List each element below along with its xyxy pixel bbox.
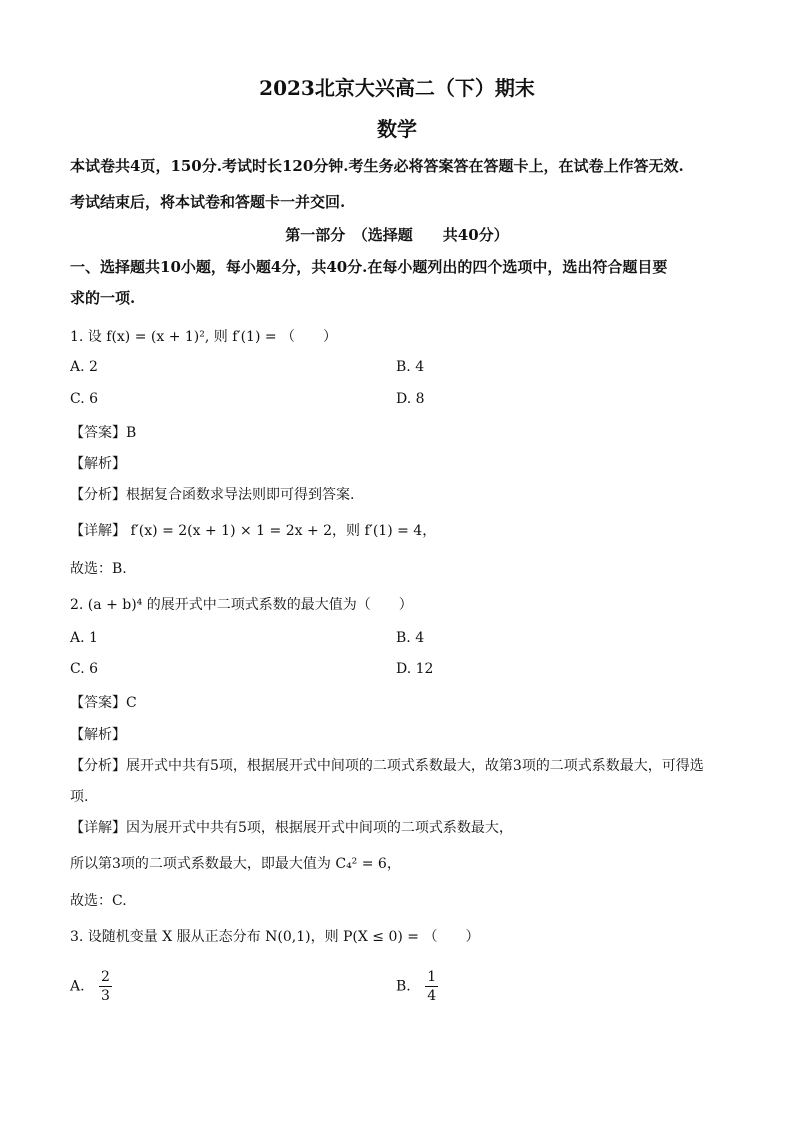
fraction-numerator: 1 [427, 969, 437, 985]
question-1-answer: 【答案】B [70, 425, 137, 441]
question-3-option-b-label: B. [396, 978, 411, 995]
question-2-choice: 故选：C. [70, 893, 127, 909]
question-3-option-a-label: A. [70, 978, 85, 995]
question-1-analysis-tag: 【解析】 [70, 456, 126, 472]
fraction-denominator: 3 [101, 988, 110, 1004]
question-3-option-a [70, 968, 112, 1005]
exam-title: 2023北京大兴高二（下）期末 [259, 76, 535, 100]
question-3-option-b-fraction [425, 968, 438, 1005]
question-2-answer: 【答案】C [70, 695, 137, 711]
question-2-analysis-line-1: 【分析】展开式中共有5项，根据展开式中间项的二项式系数最大，故第3项的二项式系数最大，可得选 [70, 758, 704, 774]
question-2-detail-line-2: 所以第3项的二项式系数最大，即最大值为 C₄² = 6， [70, 856, 401, 872]
question-3-stem: 3. 设随机变量 X 服从正态分布 N(0,1)，则 P(X ≤ 0) = （ ） [70, 929, 480, 945]
question-3-option-a-fraction [99, 968, 112, 1005]
subject-title: 数学 [377, 117, 417, 141]
question-2-option-d: D. 12 [396, 661, 434, 677]
question-2-option-b: B. 4 [396, 630, 425, 646]
question-1-detail: 【详解】 f′(x) = 2(x + 1) × 1 = 2x + 2，则 f′(1) = 4， [70, 523, 437, 539]
question-2-stem: 2. (a + b)⁴ 的展开式中二项式系数的最大值为（ ） [70, 597, 413, 613]
question-2-analysis-line-2: 项. [70, 789, 89, 805]
part-one-heading: 第一部分 （选择题 共40分） [285, 226, 509, 244]
fraction-numerator: 2 [101, 969, 110, 985]
question-1-choice: 故选：B. [70, 561, 127, 577]
question-3-option-b [396, 968, 438, 1005]
question-2-option-a: A. 1 [70, 630, 98, 646]
question-1-stem: 1. 设 f(x) = (x + 1)², 则 f′(1) = （ ） [70, 329, 338, 345]
section-instruction-line-1: 一、选择题共10小题，每小题4分，共40分.在每小题列出的四个选项中，选出符合题目要 [70, 258, 668, 276]
question-1-option-c: C. 6 [70, 391, 99, 407]
question-1-analysis: 【分析】根据复合函数求导法则即可得到答案. [70, 487, 355, 503]
section-instruction-line-2: 求的一项. [70, 289, 136, 307]
intro-line-2: 考试结束后，将本试卷和答题卡一并交回. [70, 193, 346, 211]
question-2-option-c: C. 6 [70, 661, 99, 677]
question-2-analysis-tag: 【解析】 [70, 727, 126, 743]
question-1-option-a: A. 2 [70, 359, 98, 375]
fraction-denominator: 4 [427, 988, 437, 1004]
question-1-option-b: B. 4 [396, 359, 425, 375]
intro-line-1: 本试卷共4页，150分.考试时长120分钟.考生务必将答案答在答题卡上，在试卷上作答无效. [70, 157, 684, 175]
question-2-detail-line-1: 【详解】因为展开式中共有5项，根据展开式中间项的二项式系数最大， [70, 820, 513, 836]
question-1-option-d: D. 8 [396, 391, 425, 407]
